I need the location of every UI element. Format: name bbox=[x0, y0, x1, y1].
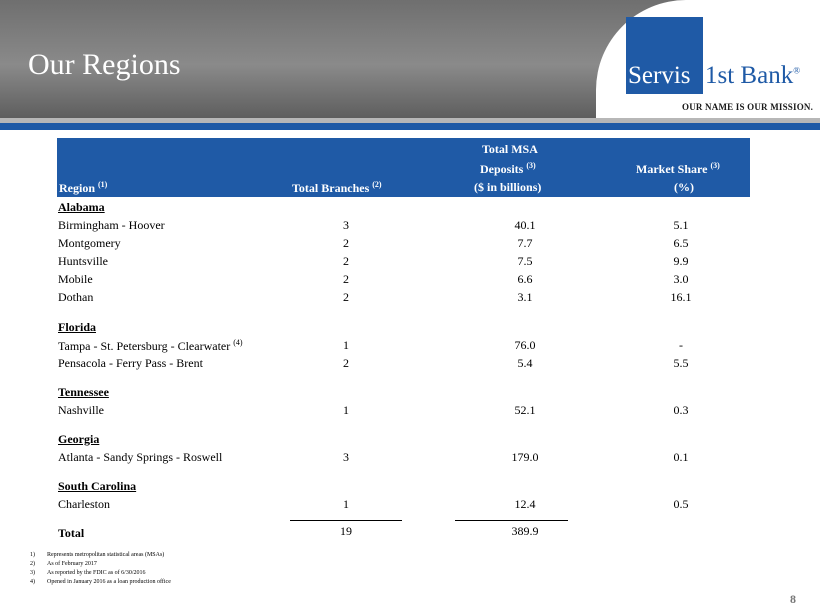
branches-value: 3 bbox=[343, 450, 349, 464]
branches-value: 1 bbox=[343, 338, 349, 352]
region-name: Alabama bbox=[58, 200, 105, 214]
market-share-value: 16.1 bbox=[670, 290, 692, 304]
footnote bbox=[30, 560, 171, 569]
deposits-value: 40.1 bbox=[514, 218, 536, 232]
total-deposits-value: 389.9 bbox=[511, 524, 539, 538]
msa-name: Birmingham - Hoover bbox=[58, 218, 165, 232]
header-deposits-line2 bbox=[480, 161, 536, 177]
footnote-number: 4) bbox=[30, 579, 35, 585]
deposits-value: 5.4 bbox=[517, 356, 533, 370]
msa-name: Huntsville bbox=[58, 254, 108, 268]
total-branches-value: 19 bbox=[340, 524, 352, 538]
msa-footnote: (4) bbox=[233, 338, 243, 347]
footnote-text: Opened in January 2016 as a loan production office bbox=[47, 579, 171, 585]
market-share-value: 3.0 bbox=[673, 272, 689, 286]
deposits-value: 12.4 bbox=[514, 497, 536, 511]
footnote-text: As of February 2017 bbox=[47, 561, 97, 567]
deposits-value: 6.6 bbox=[517, 272, 533, 286]
region-name: Florida bbox=[58, 320, 96, 334]
footnote bbox=[30, 578, 171, 587]
branches-value: 2 bbox=[343, 356, 349, 370]
logo-name-part1: Servis bbox=[628, 62, 691, 89]
msa-name bbox=[58, 338, 243, 354]
logo-name-part2-text: 1st Bank bbox=[705, 62, 794, 89]
footnotes bbox=[30, 551, 171, 587]
branches-value: 3 bbox=[343, 218, 349, 232]
region-name: South Carolina bbox=[58, 479, 137, 493]
footnote-number: 1) bbox=[30, 552, 35, 558]
msa-name: Charleston bbox=[58, 497, 110, 511]
market-share-value: - bbox=[679, 338, 683, 352]
table-row bbox=[58, 450, 748, 468]
branches-value: 2 bbox=[343, 254, 349, 268]
region-heading-georgia bbox=[58, 432, 748, 450]
msa-name: Nashville bbox=[58, 403, 104, 417]
header-branches-note: (2) bbox=[372, 180, 382, 189]
footnote-text: Represents metropolitan statistical areas (MSAs) bbox=[47, 552, 165, 558]
deposits-value: 3.1 bbox=[517, 290, 533, 304]
footnote-number: 3) bbox=[30, 570, 35, 576]
table-row bbox=[58, 356, 748, 374]
footnote bbox=[30, 569, 171, 578]
region-heading-florida bbox=[58, 320, 748, 338]
table-row bbox=[58, 236, 748, 254]
market-share-value: 0.1 bbox=[673, 450, 689, 464]
branches-value: 1 bbox=[343, 403, 349, 417]
total-label: Total bbox=[58, 526, 85, 540]
logo-tagline: OUR NAME IS OUR MISSION. bbox=[682, 102, 814, 112]
branches-value: 2 bbox=[343, 272, 349, 286]
page-title: Our Regions bbox=[28, 48, 181, 81]
msa-name: Pensacola - Ferry Pass - Brent bbox=[58, 356, 203, 370]
total-row bbox=[58, 524, 748, 542]
branches-value: 1 bbox=[343, 497, 349, 511]
market-share-value: 0.3 bbox=[673, 403, 689, 417]
header-share-line1 bbox=[636, 161, 720, 177]
header-deposits-line1: Total MSA bbox=[482, 142, 538, 156]
region-name: Georgia bbox=[58, 432, 100, 446]
header-deposits-line3: ($ in billions) bbox=[474, 180, 542, 194]
deposits-value: 76.0 bbox=[514, 338, 536, 352]
market-share-value: 9.9 bbox=[673, 254, 689, 268]
table-header bbox=[57, 138, 750, 197]
msa-name-text: Tampa - St. Petersburg - Clearwater bbox=[58, 339, 231, 353]
region-heading-south-carolina bbox=[58, 479, 748, 497]
table-row bbox=[58, 403, 748, 421]
deposits-value: 7.5 bbox=[517, 254, 533, 268]
total-rule-branches bbox=[290, 520, 402, 521]
deposits-value: 179.0 bbox=[511, 450, 539, 464]
header-branches bbox=[292, 180, 382, 196]
branches-value: 2 bbox=[343, 236, 349, 250]
table-row bbox=[58, 290, 748, 308]
header-region-label: Region bbox=[59, 181, 95, 195]
header-stripe-blue bbox=[0, 123, 820, 130]
region-heading-tennessee bbox=[58, 385, 748, 403]
branches-value: 2 bbox=[343, 290, 349, 304]
msa-name: Atlanta - Sandy Springs - Roswell bbox=[58, 450, 223, 464]
header-deposits-note: (3) bbox=[526, 161, 536, 170]
footnote-text: As reported by the FDIC as of 6/30/2016 bbox=[47, 570, 146, 576]
table-row bbox=[58, 497, 748, 515]
region-name: Tennessee bbox=[58, 385, 109, 399]
header-region-note: (1) bbox=[98, 180, 108, 189]
header-branches-label: Total Branches bbox=[292, 181, 370, 195]
header-region bbox=[59, 180, 107, 196]
deposits-value: 52.1 bbox=[514, 403, 536, 417]
msa-name: Montgomery bbox=[58, 236, 121, 250]
table-row bbox=[58, 254, 748, 272]
table-row bbox=[58, 338, 748, 356]
header-share-note: (3) bbox=[710, 161, 720, 170]
msa-name: Mobile bbox=[58, 272, 93, 286]
header-deposits-label: Deposits bbox=[480, 162, 524, 176]
market-share-value: 5.5 bbox=[673, 356, 689, 370]
total-rule-deposits bbox=[455, 520, 568, 521]
msa-name: Dothan bbox=[58, 290, 94, 304]
logo-name-part2 bbox=[705, 62, 800, 90]
market-share-value: 5.1 bbox=[673, 218, 689, 232]
market-share-value: 6.5 bbox=[673, 236, 689, 250]
header-share-label: Market Share bbox=[636, 162, 708, 176]
table-row bbox=[58, 272, 748, 290]
deposits-value: 7.7 bbox=[517, 236, 533, 250]
footnote bbox=[30, 551, 171, 560]
market-share-value: 0.5 bbox=[673, 497, 689, 511]
header-share-line2: (%) bbox=[674, 180, 694, 194]
table-row bbox=[58, 218, 748, 236]
region-heading-alabama bbox=[58, 200, 748, 218]
page-number: 8 bbox=[790, 592, 796, 606]
logo-reg-mark: ® bbox=[793, 65, 801, 76]
footnote-number: 2) bbox=[30, 561, 35, 567]
